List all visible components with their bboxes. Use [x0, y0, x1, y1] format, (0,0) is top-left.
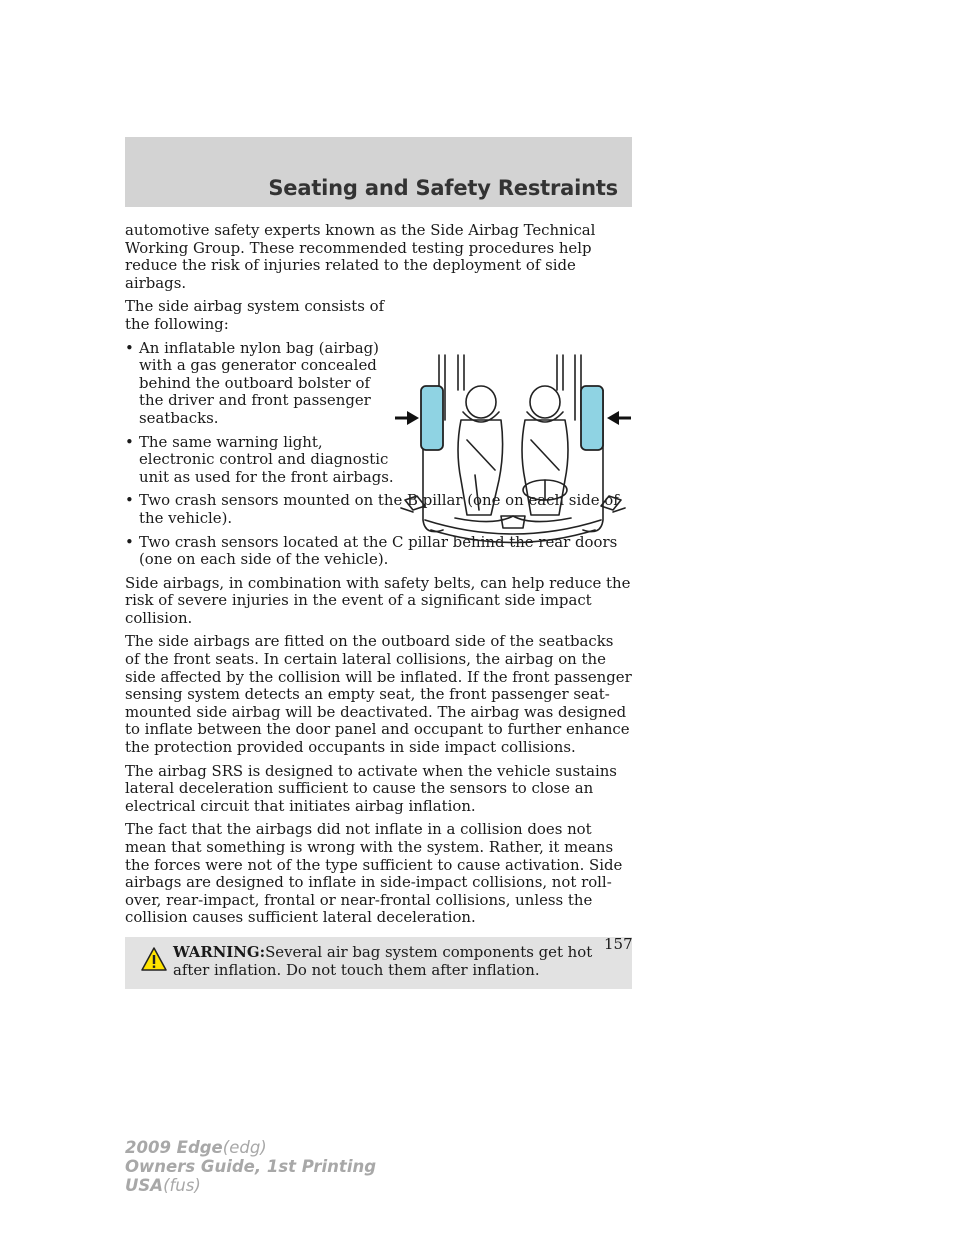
warning-label: WARNING: [173, 942, 266, 961]
paragraph-inflation: The fact that the airbags did not inflate in a collision does not mean that something is wrong with the system. Rather, it means the forces were not of the type sufficient to cause activation. Side airbags are designed to inflate in side-impact collisions, not roll-over, rear-impact, frontal or near-frontal collisions, unless the collision causes sufficient lateral deceleration. [125, 820, 623, 927]
bullet-icon: • [125, 338, 134, 357]
footer: 2009 Edge(edg) Owners Guide, 1st Printing USA(fus) [125, 1138, 377, 1195]
left-impact-arrow-icon [395, 411, 419, 425]
list-item: • Two crash sensors mounted on the B pillar (one on each side of the vehicle). [125, 491, 619, 527]
bullet-icon: • [125, 432, 134, 451]
paragraph-combination: Side airbags, in combination with safety belts, can help reduce the risk of severe injuries in the event of a significant side impact collision. [125, 573, 631, 627]
warning-box [125, 937, 632, 989]
list-item: • The same warning light, electronic control and diagnostic unit as used for the front airbags. [125, 432, 394, 486]
list-item: • An inflatable nylon bag (airbag) with a gas generator concealed behind the outboard bolster of the driver and front passenger seatbacks. [125, 338, 379, 427]
paragraph-system: The side airbag system consists of the following: [125, 297, 385, 333]
section-title: Seating and Safety Restraints [268, 176, 618, 200]
left-airbag-shape [421, 386, 443, 450]
paragraph-outboard: The side airbags are fitted on the outboard side of the seatbacks of the front seats. In certain lateral collisions, the airbag on the side affected by the collision will be inflated. If the front passenger sensing system detects an empty seat, the front passenger seat-mounted side airbag will be deactivated. The airbag was designed to inflate between the door panel and occupant to further enhance the protection provided occupants in side impact collisions. [125, 632, 632, 757]
warning-text: Several air bag system components get hot after inflation. Do not touch them after inflation. [173, 942, 593, 979]
section-header [125, 137, 632, 207]
paragraph-intro: automotive safety experts known as the Side Airbag Technical Working Group. These recommended testing procedures help reduce the risk of injuries related to the deployment of side airbags. [125, 221, 596, 292]
side-airbag-section [125, 298, 632, 486]
page-number: 157 [604, 935, 633, 953]
paragraph-activation: The airbag SRS is designed to activate when the vehicle sustains lateral deceleration sufficient to cause the sensors to close an electrical circuit that initiates airbag inflation. [125, 761, 617, 815]
bullet-icon: • [125, 491, 134, 510]
list-item: • Two crash sensors located at the C pillar behind the rear doors (one on each side of the vehicle). [125, 532, 618, 569]
right-impact-arrow-icon [607, 411, 631, 425]
warning-triangle-icon [141, 947, 167, 971]
page-content [125, 222, 632, 989]
side-airbag-illustration [395, 350, 631, 546]
right-airbag-shape [581, 386, 603, 450]
bullet-icon: • [125, 532, 134, 551]
